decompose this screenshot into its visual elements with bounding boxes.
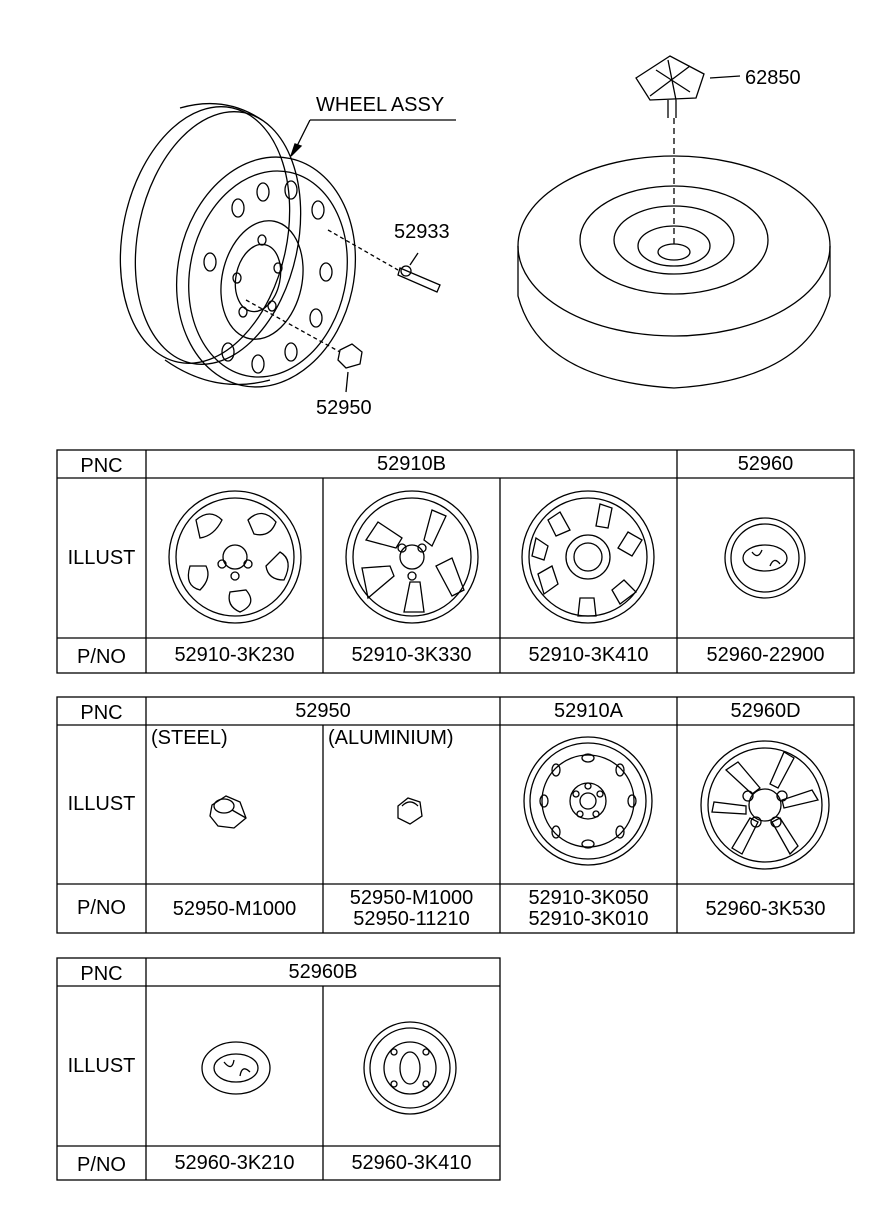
part-number: 52910-3K410 — [528, 644, 649, 666]
row-label-illust: ILLUST — [67, 793, 136, 815]
center-cap-illustration-3k210 — [202, 1042, 270, 1094]
wheel-assy-label: WHEEL ASSY — [316, 94, 445, 116]
steel-wheel-illustration — [524, 737, 652, 865]
part-number: 52960-3K530 — [705, 898, 826, 920]
row-label-pno: P/NO — [77, 897, 126, 919]
steel-nut-illustration — [210, 796, 246, 828]
part-number-line: 52910-3K010 — [528, 907, 649, 930]
part-number: 52960-3K410 — [351, 1151, 472, 1174]
part-number-line: 52910-3K050 — [528, 886, 649, 909]
part-number: 52960-3K210 — [174, 1151, 295, 1174]
pnc-value: 52960 — [737, 452, 794, 475]
row-label-pno: P/NO — [77, 646, 126, 668]
part-number: 52960-22900 — [706, 644, 825, 666]
pnc-value: 52960B — [288, 960, 358, 983]
nut-part-number: 52950 — [316, 397, 372, 419]
wheel-assy-drawing — [98, 91, 376, 404]
part-number: 52910-3K330 — [351, 644, 472, 666]
row-label-illust: ILLUST — [67, 546, 136, 569]
material-label-steel: (STEEL) — [151, 727, 228, 749]
alloy-wheel-illustration-2 — [346, 491, 478, 623]
alloy-wheel-illustration-1 — [169, 491, 301, 623]
part-number — [500, 884, 677, 933]
wheel-assy-leader — [291, 120, 456, 156]
spare-tire-bracket-drawing — [636, 56, 740, 118]
pnc-value: 52910A — [554, 699, 623, 722]
pnc-value: 52960D — [730, 699, 801, 722]
part-number: 52910-3K230 — [174, 644, 295, 666]
spare-cap-part-number: 62850 — [745, 67, 801, 89]
pnc-value: 52950 — [295, 699, 351, 722]
alloy-wheel-illustration-3 — [522, 491, 654, 623]
part-number-line: 52950-11210 — [353, 907, 470, 930]
row-label-pno: P/NO — [77, 1153, 126, 1176]
row-label-illust: ILLUST — [67, 1054, 136, 1077]
center-cap-illustration-52960 — [725, 518, 805, 598]
spare-tire-drawing — [518, 118, 830, 388]
valve-part-number: 52933 — [394, 221, 450, 243]
wheel-cover-illustration — [701, 741, 829, 869]
pnc-value: 52910B — [377, 452, 446, 475]
row-label-pnc: PNC — [80, 962, 123, 985]
row-label-pnc: PNC — [80, 701, 123, 724]
row-label-pnc: PNC — [80, 454, 123, 477]
material-label-aluminium: (ALUMINIUM) — [328, 727, 454, 749]
aluminium-nut-illustration — [398, 798, 422, 824]
center-cap-illustration-3k410 — [364, 1022, 456, 1114]
part-number: 52950-M1000 — [172, 898, 297, 920]
part-number-line: 52950-M1000 — [349, 886, 474, 909]
part-number — [323, 884, 500, 933]
